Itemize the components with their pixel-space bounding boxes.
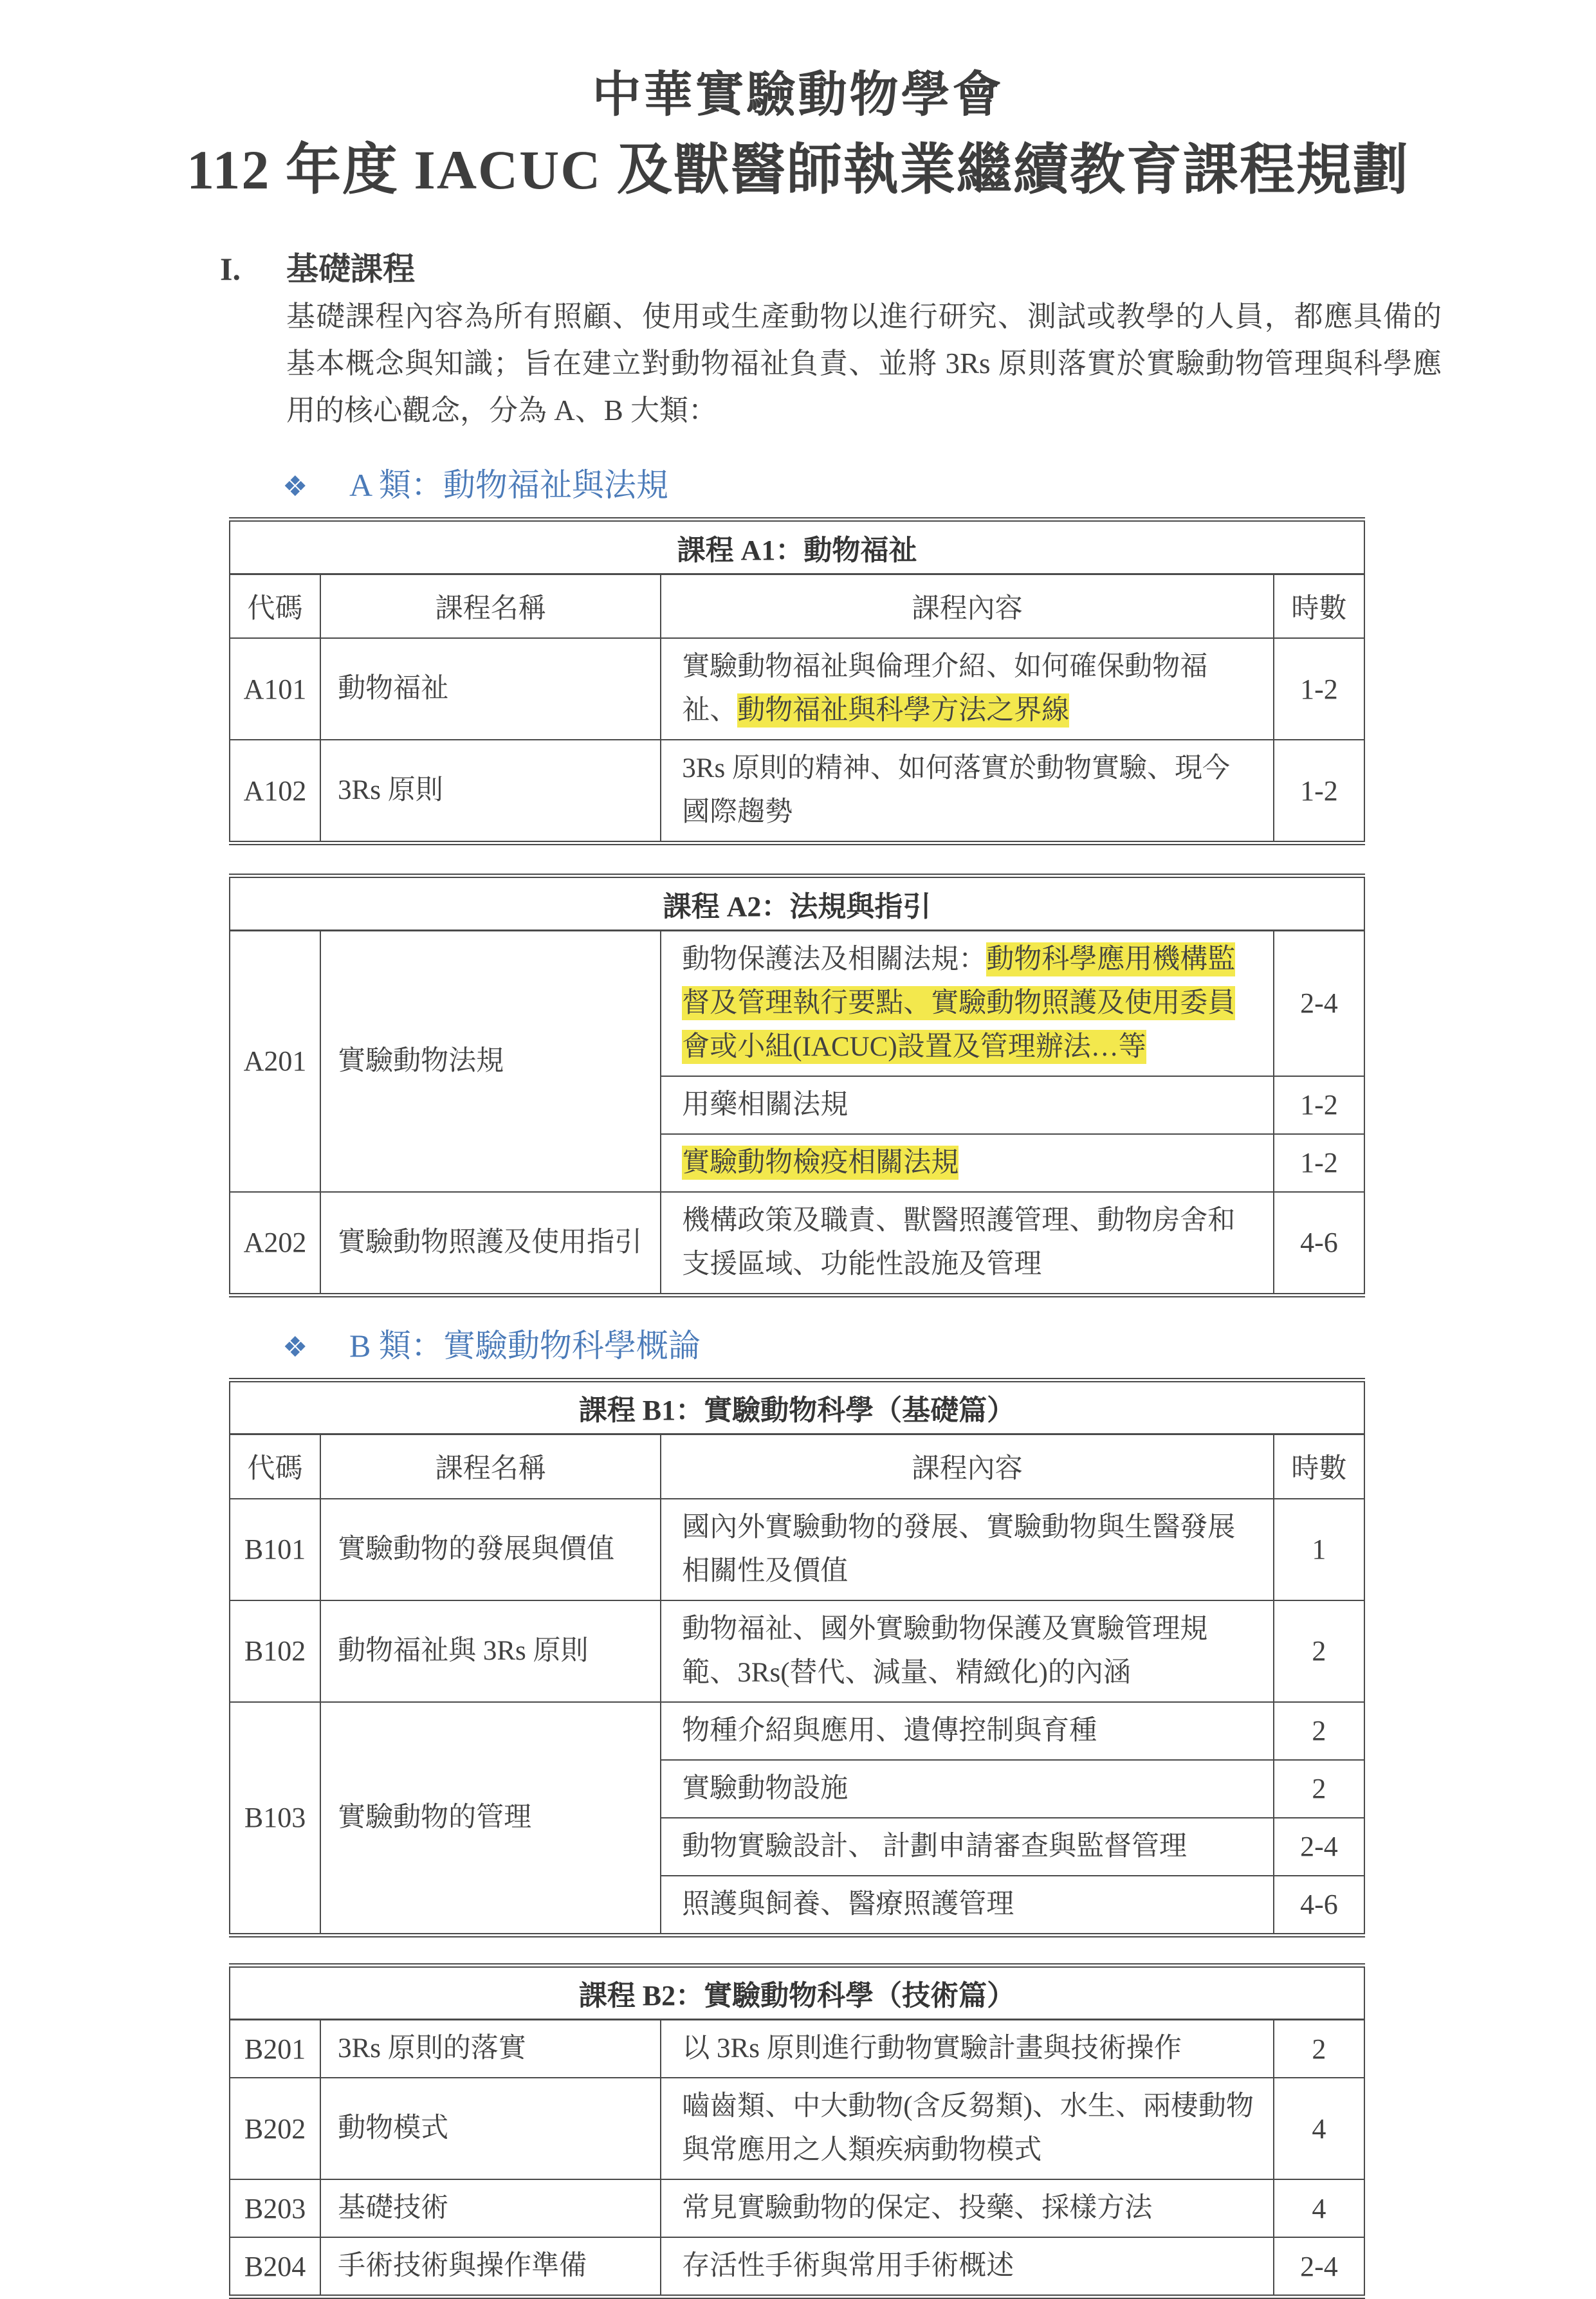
doc-title-line2: 112 年度 IACUC 及獸醫師執業繼續教育課程規劃: [0, 129, 1596, 211]
doc-title-line1: 中華實驗動物學會: [0, 62, 1596, 129]
course-name: 實驗動物法規: [320, 930, 661, 1192]
section-numeral: I.: [220, 244, 286, 293]
course-hours: 2: [1274, 1600, 1364, 1702]
table-title-row: [230, 1967, 1364, 2020]
content-text: 以 3Rs 原則進行動物實驗計畫與技術操作: [682, 2033, 1181, 2064]
content-text: 嚙齒類、中大動物(含反芻類)、水生、兩棲動物與常應用之人類疾病動物模式: [682, 2091, 1254, 2165]
course-content: [661, 930, 1274, 1076]
table-row: [230, 1600, 1364, 1702]
content-text: 國內外實驗動物的發展、實驗動物與生醫發展相關性及價值: [682, 1512, 1235, 1586]
course-hours: 4: [1274, 2179, 1364, 2237]
course-content: [661, 1876, 1274, 1934]
column-header-code: 代碼: [230, 1434, 320, 1499]
table-row: [230, 2179, 1364, 2237]
course-hours: 2: [1274, 1760, 1364, 1818]
table-row: [230, 1702, 1364, 1760]
class-b-heading: [282, 1323, 1596, 1370]
course-code: B203: [230, 2179, 320, 2237]
course-table-b1: [229, 1381, 1365, 1934]
table-row: [230, 2020, 1364, 2078]
course-content: [661, 638, 1274, 740]
course-content: [661, 1702, 1274, 1760]
course-hours: 1-2: [1274, 1076, 1364, 1134]
course-name: 動物福祉與 3Rs 原則: [320, 1600, 661, 1702]
course-code: A102: [230, 740, 320, 841]
course-hours: 4-6: [1274, 1876, 1364, 1934]
table-title: 課程 B1：實驗動物科學（基礎篇）: [230, 1382, 1364, 1434]
course-name: 實驗動物照護及使用指引: [320, 1192, 661, 1294]
course-name: 3Rs 原則的落實: [320, 2020, 661, 2078]
course-hours: 2: [1274, 1702, 1364, 1760]
course-name: 手術技術與操作準備: [320, 2237, 661, 2295]
course-hours: 1-2: [1274, 1134, 1364, 1192]
content-text: 用藥相關法規: [682, 1090, 848, 1120]
course-hours: 2: [1274, 2020, 1364, 2078]
course-content: [661, 2020, 1274, 2078]
column-header-hours: 時數: [1274, 1434, 1364, 1499]
column-header-name: 課程名稱: [320, 574, 661, 638]
table-title-row: [230, 1382, 1364, 1434]
course-content: [661, 2078, 1274, 2179]
course-code: B101: [230, 1499, 320, 1600]
course-hours: 4-6: [1274, 1192, 1364, 1294]
course-name: 動物福祉: [320, 638, 661, 740]
course-table-a1: [229, 520, 1365, 842]
content-text: 機構政策及職責、獸醫照護管理、動物房舍和支援區域、功能性設施及管理: [682, 1205, 1235, 1279]
course-content: [661, 740, 1274, 841]
course-code: B103: [230, 1702, 320, 1934]
course-hours: 2-4: [1274, 930, 1364, 1076]
course-code: A201: [230, 930, 320, 1192]
course-name: 實驗動物的管理: [320, 1702, 661, 1934]
course-content: [661, 1192, 1274, 1294]
table-title: 課程 A2：法規與指引: [230, 877, 1364, 930]
class-b-label: B 類：實驗動物科學概論: [349, 1328, 701, 1364]
content-text: 常見實驗動物的保定、投藥、採樣方法: [682, 2193, 1152, 2223]
table-row: [230, 2078, 1364, 2179]
diamond-bullet-icon: ❖: [282, 464, 349, 509]
course-content: [661, 1760, 1274, 1818]
course-content: [661, 2237, 1274, 2295]
course-code: B102: [230, 1600, 320, 1702]
section-title: 基礎課程: [286, 251, 415, 287]
course-code: B202: [230, 2078, 320, 2179]
content-text: 存活性手術與常用手術概述: [682, 2251, 1014, 2281]
course-hours: 4: [1274, 2078, 1364, 2179]
highlighted-text: 實驗動物檢疫相關法規: [682, 1146, 959, 1180]
intro-paragraph: 基礎課程內容為所有照顧、使用或生產動物以進行研究、測試或教學的人員，都應具備的基本概念與知識；旨在建立對動物福祉負責、並將 3Rs 原則落實於實驗動物管理與科學應用的核心觀念，分為 A、B 大類：: [286, 293, 1442, 434]
highlighted-text: 動物科學應用機構監督及管理執行要點、實驗動物照護及使用委員會或小組(IACUC)設置及管理辦法…等: [682, 942, 1235, 1064]
section-heading: [220, 244, 1596, 293]
course-name: 3Rs 原則: [320, 740, 661, 841]
course-table-a2: [229, 874, 1365, 1297]
course-content: [661, 1818, 1274, 1876]
table-row: [230, 930, 1364, 1076]
content-text: 實驗動物設施: [682, 1773, 848, 1804]
content-text: 動物保護法及相關法規：: [682, 944, 986, 975]
course-content: [661, 1499, 1274, 1600]
table-row: [230, 638, 1364, 740]
course-table-a2: [229, 877, 1365, 1294]
course-code: B204: [230, 2237, 320, 2295]
column-header-hours: 時數: [1274, 574, 1364, 638]
course-name: 基礎技術: [320, 2179, 661, 2237]
content-text: 實驗動物福祉與倫理介紹、如何確保動物福祉、: [682, 652, 1207, 726]
table-title-row: [230, 877, 1364, 930]
course-table-b2: [229, 1966, 1365, 2296]
course-name: 動物模式: [320, 2078, 661, 2179]
course-name: 實驗動物的發展與價值: [320, 1499, 661, 1600]
course-table-b1: [229, 1378, 1365, 1937]
course-content: [661, 2179, 1274, 2237]
diamond-bullet-icon: ❖: [282, 1325, 349, 1370]
table-title: 課程 B2：實驗動物科學（技術篇）: [230, 1967, 1364, 2020]
course-code: A101: [230, 638, 320, 740]
course-hours: 1-2: [1274, 740, 1364, 841]
course-content: [661, 1076, 1274, 1134]
table-title-row: [230, 521, 1364, 574]
course-hours: 2-4: [1274, 1818, 1364, 1876]
course-table-a1: [229, 517, 1365, 845]
table-row: [230, 2237, 1364, 2295]
course-hours: 1-2: [1274, 638, 1364, 740]
course-code: A202: [230, 1192, 320, 1294]
course-hours: 2-4: [1274, 2237, 1364, 2295]
content-text: 動物福祉、國外實驗動物保護及實驗管理規範、3Rs(替代、減量、精緻化)的內涵: [682, 1614, 1207, 1688]
column-header-content: 課程內容: [661, 574, 1274, 638]
course-content: [661, 1600, 1274, 1702]
table-row: [230, 740, 1364, 841]
highlighted-text: 動物福祉與科學方法之界線: [737, 693, 1069, 728]
content-text: 動物實驗設計、 計劃申請審查與監督管理: [682, 1831, 1187, 1862]
class-a-label: A 類：動物福祉與法規: [349, 467, 668, 503]
table-row: [230, 1499, 1364, 1600]
column-header-code: 代碼: [230, 574, 320, 638]
course-table-b2: [229, 1963, 1365, 2299]
column-header-row: [230, 1434, 1364, 1499]
table-row: [230, 1192, 1364, 1294]
content-text: 3Rs 原則的精神、如何落實於動物實驗、現今國際趨勢: [682, 753, 1230, 827]
content-text: 照護與飼養、醫療照護管理: [682, 1889, 1014, 1919]
course-hours: 1: [1274, 1499, 1364, 1600]
column-header-content: 課程內容: [661, 1434, 1274, 1499]
course-code: B201: [230, 2020, 320, 2078]
column-header-row: [230, 574, 1364, 638]
class-a-heading: [282, 463, 1596, 509]
content-text: 物種介紹與應用、遺傳控制與育種: [682, 1716, 1097, 1746]
column-header-name: 課程名稱: [320, 1434, 661, 1499]
course-content: [661, 1134, 1274, 1192]
table-title: 課程 A1：動物福祉: [230, 521, 1364, 574]
